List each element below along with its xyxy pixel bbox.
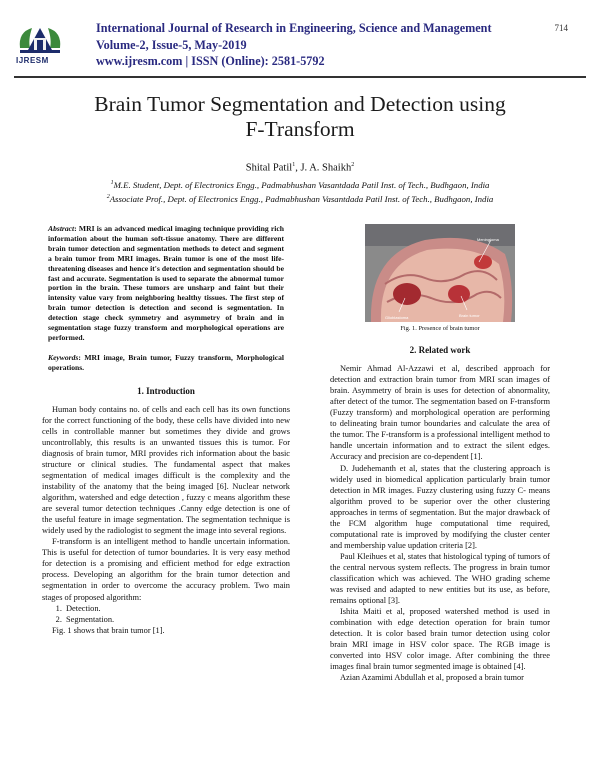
keywords-text: : MRI image, Brain tumor, Fuzzy transform, Morphological operations.: [48, 352, 284, 372]
affiliation-2: [40, 194, 560, 204]
figure-label-brain-tumor: Brain tumor: [459, 313, 480, 318]
related-paragraph-5: Azian Azamimi Abdullah et al, proposed a brain tumor: [340, 673, 524, 683]
journal-volume: Volume-2, Issue-5, May-2019: [96, 37, 247, 52]
right-column: [330, 224, 550, 683]
stages-list: [42, 603, 290, 625]
affiliation-2-text: Associate Prof., Dept. of Electronics Engg., Padmabhushan Vasantdada Patil Inst. of Tech., Budhgaon, India: [109, 194, 494, 204]
figure-brain-tumor: [365, 224, 515, 322]
affiliation-1: [40, 180, 560, 190]
paper-title: [40, 92, 560, 142]
keywords: [42, 353, 290, 373]
journal-website-issn[interactable]: www.ijresm.com | ISSN (Online): 2581-5792: [96, 54, 325, 68]
author-separator: ,: [295, 162, 301, 174]
author-1-sup: 1: [292, 162, 296, 168]
abstract-text: : MRI is an advanced medical imaging technique providing rich information about the human soft-tissue anatomy. There are different brain tumor detection and segmentation methods to detect and segment a brain tumor from MRI images. Brain tumor is one of the most life-threatening diseases and hence it's detection and segmentation should be fast and accurate. Segmentation is used to separate the abnormal tumor portion in the brain. These tumors are unsharp and faint but their intensity value vary from neighboring healthy tissues. The first step of brain tumor detection is detection and second is segmentation. In detection stage check symmetry and asymmetry of brain and in segmentation stage fuzzy transform and morphological operations are performed.: [48, 224, 284, 342]
header-divider: [14, 76, 586, 78]
journal-name: International Journal of Research in Engineering, Science and Management: [96, 21, 492, 35]
related-paragraph-1: Nemir Ahmad Al-Azzawi et al, described approach for detection and extraction brain tumor from MRI scan images of brain. Asymmetry of brain is uses for detection of abnormality, after detect of the tumor. The segmentation based on F-transform (Fuzzy transform) and morphological operation are performing to delineating brain tumor boundaries and calculate the area of the tumor. The F-transform is a professional intelligent method to handle uncertain information and to extract the silent edges. Accuracy and precision are co-dependent [1].: [330, 364, 550, 462]
title-line-1: Brain Tumor Segmentation and Detection using: [94, 92, 506, 116]
list-item: 1. Detection.: [64, 603, 290, 614]
author-1: Shital Patil: [245, 162, 293, 174]
figure-label-meningioma: Meningioma: [477, 237, 499, 242]
intro-paragraph-2: F-transform is an intelligent method to handle uncertain information. This is useful for detection of tumor boundaries. It is very easy method for detection is a promising and efficient method for edge extraction process. Developing an algorithm for the brain tumor detection and segmentation in order to overcome the accuracy problem. Two main stages of proposed algorithm:: [42, 537, 290, 602]
figure-caption: Fig. 1. Presence of brain tumor: [400, 325, 480, 332]
related-paragraph-4: Ishita Maiti et al, proposed watershed method is used in combination with edge detection operation for brain tumor detection. It is color based brain tumor detection using color brain MRI image in HSV color space. The RGB image is converted into HSV color image. After combining the three images final brain tumor segmented image is obtained [4].: [330, 607, 550, 672]
section-heading-related-work: 2. Related work: [409, 345, 471, 356]
intro-paragraph-3: Fig. 1 shows that brain tumor [1].: [52, 625, 165, 635]
journal-header: [96, 20, 492, 70]
affiliation-2-sup: 2: [106, 194, 110, 201]
related-paragraph-2: D. Judehemanth et al, states that the clustering approach is widely used in biomedical application particularly brain tumor detection in MR images. Fuzzy clustering using fuzzy C- means algorithm proved to be superior over the other clustering approaches in terms of segmentation. But the major drawback of the FCM algorithm huge computational time required, computational rate is improved by modifying the cluster center and membership value updation criteria [2].: [330, 463, 550, 550]
author-2: J. A. Shaikh: [300, 162, 352, 174]
intro-paragraph-1: Human body contains no. of cells and each cell has its own functions for the correct functioning of the body, these cells have divided into new cells in controllable manner but sometimes they divide and grows uncontrollably, this results is an unwanted tissues this is tumor. For diagnosis of brain tumor, MRI provides rich information about the basic structure or clinical studies. The fundamental aspect that makes segmentation of medical images difficult is the complexity and the instability of the anatomy that the being imaged [6]. Nuclear network algorithm, watershed and edge detection , fuzzy c means algorithm these are several tumor detection techniques .Canny edge detection is one of the useful feature in image segmentation. The segmentation technique is widely used by the radiologist to segment the image into several regions.: [42, 404, 290, 536]
figure-label-glioblastoma: Glioblastoma: [385, 315, 409, 320]
related-paragraph-3: Paul Kleihues et al, states that histological typing of tumors of the central nervous system reflects. The progress in brain tumor classification which was achieved. The WHO grading scheme was revised and adapted to new entities but its use, as before, remains optional [3].: [330, 551, 550, 606]
authors: [40, 162, 560, 174]
title-line-2: F-Transform: [245, 117, 355, 141]
keywords-label: Keywords: [48, 352, 79, 362]
affiliation-1-sup: 1: [110, 180, 114, 187]
affiliation-1-text: M.E. Student, Dept. of Electronics Engg., Padmabhushan Vasantdada Patil Inst. of Tech., Budhgaon, India: [113, 180, 490, 190]
section-heading-introduction: 1. Introduction: [137, 385, 195, 396]
abstract: [42, 224, 290, 343]
abstract-label: Abstract: [48, 224, 75, 233]
left-column: [42, 224, 290, 636]
logo-text: IJRESM: [16, 56, 49, 65]
list-item: 2. Segmentation.: [64, 614, 290, 625]
author-2-sup: 2: [351, 162, 355, 168]
page-number: 714: [554, 23, 568, 33]
